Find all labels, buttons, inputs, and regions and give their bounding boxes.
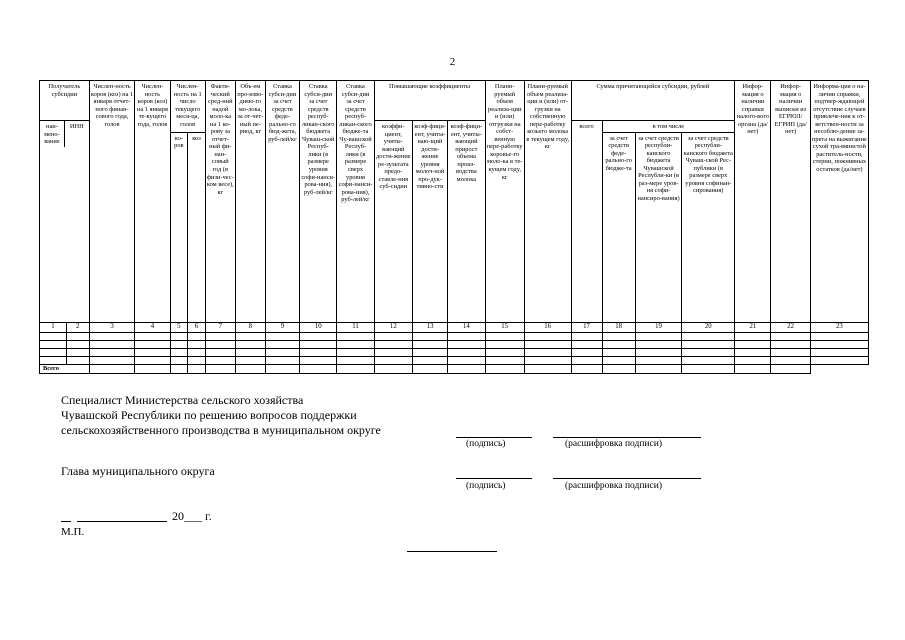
table-total-row	[40, 364, 869, 373]
specialist-line-2: Чувашской Республики по решению вопросов поддержки	[61, 408, 357, 422]
head-decode-caption: (расшифровка подписи)	[565, 481, 662, 491]
header-goats: коз	[188, 132, 206, 322]
head-decode-line	[553, 478, 701, 479]
header-volume-produced: Объ-ем про-изво-димо-го мо-лока, за от-чет-ный пе-риод, кг	[235, 81, 265, 323]
col-num: 22	[771, 322, 810, 332]
stamp-label: М.П.	[61, 526, 85, 538]
date-month-line	[77, 521, 167, 522]
col-num: 12	[374, 322, 412, 332]
date-day-line	[61, 521, 71, 522]
col-num: 16	[524, 322, 571, 332]
header-info-ban: Информа-ция о на-личии справки, подтвер-ждающей отсутствие случаев привлече-ния к от-ветствен-ности за несоблю-дение за-прета на выжигание сухой тра-вянистой раститель-ности, стерни, пожнивных остатков (да/нет)	[810, 81, 868, 323]
specialist-decode-caption: (расшифровка подписи)	[565, 439, 662, 449]
header-sum-republic: за счет средств республи-канского бюджета Чувашской Республи-ки (в раз-мере уров-ня софи-нансиро-вания)	[635, 132, 682, 322]
col-num: 7	[205, 322, 235, 332]
col-num: 19	[635, 322, 682, 332]
header-cows: ко-ров	[170, 132, 188, 322]
table-row	[40, 356, 869, 364]
header-rate-republic: Ставка субси-дии за счет средств респуб-ликан-ского бюджета Чуваш-ской Респуб-лики (в размере уровня софи-нанси-рова-ния), руб-лей/кг	[300, 81, 337, 323]
specialist-title	[61, 393, 381, 438]
specialist-line-3: сельскохозяйственного производства в муниципальном округе	[61, 423, 381, 437]
header-recipient-split	[40, 121, 90, 323]
header-count-current: Числен-ность на 1 число текущего меся-ца, голов	[170, 81, 205, 133]
header-coefficients: Повышающие коэффициенты	[374, 81, 485, 121]
header-coef2: коэф-фици-ент, учиты-ваю-щий дости-жение уровня молоч-ной про-дук-тивно-сти	[412, 121, 447, 323]
header-planned-sales: Плани-руемый объем реализа-ции и (или) отгрузки на собст-венную пере-работку коровье-го моло-ка в те-кущем году, кг	[485, 81, 524, 323]
col-num: 11	[337, 322, 374, 332]
specialist-decode-line	[553, 437, 701, 438]
header-coef1: коэффи-циент, учиты-вающий дости-жение ре-зультата предо-ставле-ния суб-сидии	[374, 121, 412, 323]
col-num: 3	[89, 322, 135, 332]
col-num: 20	[682, 322, 735, 332]
col-num: 9	[265, 322, 299, 332]
head-signature-caption: (подпись)	[466, 481, 506, 491]
header-name: наи-мено-вание	[40, 121, 64, 147]
table-row	[40, 340, 869, 348]
total-label: Всего	[40, 364, 90, 373]
col-num: 2	[66, 322, 89, 332]
head-signature-line	[456, 478, 532, 479]
table-row	[40, 332, 869, 340]
header-incl: в том числе	[602, 121, 735, 133]
page-number: 2	[449, 56, 456, 68]
date-year: 20___ г.	[172, 509, 212, 523]
header-coef3: коэф-фици-ент, учиты-вающий прирост объема произ-водства молока	[448, 121, 485, 323]
header-cows-jan1-cur: Числен-ность коров (коз) на 1 января те-кущего года, голов	[135, 81, 170, 323]
header-actual-yield: Факти-ческий сред-ний надой моло-ка на 1 ко-рову за отчет-ный фи-нан-совый год (в физи-чес-ком весе), кг	[205, 81, 235, 323]
header-inn: ИНН	[69, 123, 84, 130]
specialist-line-1: Специалист Министерства сельского хозяйства	[61, 393, 304, 407]
col-num: 6	[188, 322, 206, 332]
col-num: 13	[412, 322, 447, 332]
header-cows-jan1-prev: Числен-ность коров (коз) на 1 января отчет-ного финан-сового года, голов	[89, 81, 135, 323]
header-info-egrul: Инфор-мация о наличии выписки из ЕГРЮЛ/ ЕГРИП (да/нет)	[771, 81, 810, 323]
header-info-tax: Инфор-мация о наличии справки налого-вого органа (да/нет)	[735, 81, 771, 323]
col-num: 5	[170, 322, 188, 332]
table-row	[40, 348, 869, 356]
col-num: 1	[40, 322, 67, 332]
specialist-signature-line	[456, 437, 532, 438]
specialist-signature-caption: (подпись)	[466, 439, 506, 449]
footer-rule	[407, 551, 497, 552]
col-num: 4	[135, 322, 170, 332]
col-num: 8	[235, 322, 265, 332]
col-num: 15	[485, 322, 524, 332]
head-title: Глава муниципального округа	[61, 464, 215, 478]
col-num: 21	[735, 322, 771, 332]
col-num: 17	[571, 322, 602, 332]
header-sum-over: за счет средств республи-канского бюджета Чуваш-ской Рес-публики (в размере сверх уровня софинан-сирования)	[682, 132, 735, 322]
col-num: 14	[448, 322, 485, 332]
header-total: всего	[571, 121, 602, 323]
header-recipient: Получатель субсидии	[40, 81, 90, 121]
col-num: 10	[300, 322, 337, 332]
col-num: 18	[602, 322, 635, 332]
header-rate-federal: Ставка субси-дии за счет средств феде-рально-го бюд-жета, руб-лей/кг	[265, 81, 299, 323]
header-planned-goat: Плани-руемый объем реализа-ции и (или) от-грузки на собственную пере-работку козьего молока в текущем году, кг	[524, 81, 571, 323]
col-num: 23	[810, 322, 868, 332]
header-sum-federal: за счет средств феде-рально-го бюдже-та	[602, 132, 635, 322]
header-rate-over: Ставка субси-дии за счет средств респуб-ликан-ского бюдже-та Чу-вашской Респуб-лики (в размере сверх уровня софи-нанси-рова-ния), руб-лей/кг	[337, 81, 374, 323]
subsidy-table	[39, 80, 869, 374]
header-subsidy-sum: Сумма причитающейся субсидии, рублей	[571, 81, 735, 121]
